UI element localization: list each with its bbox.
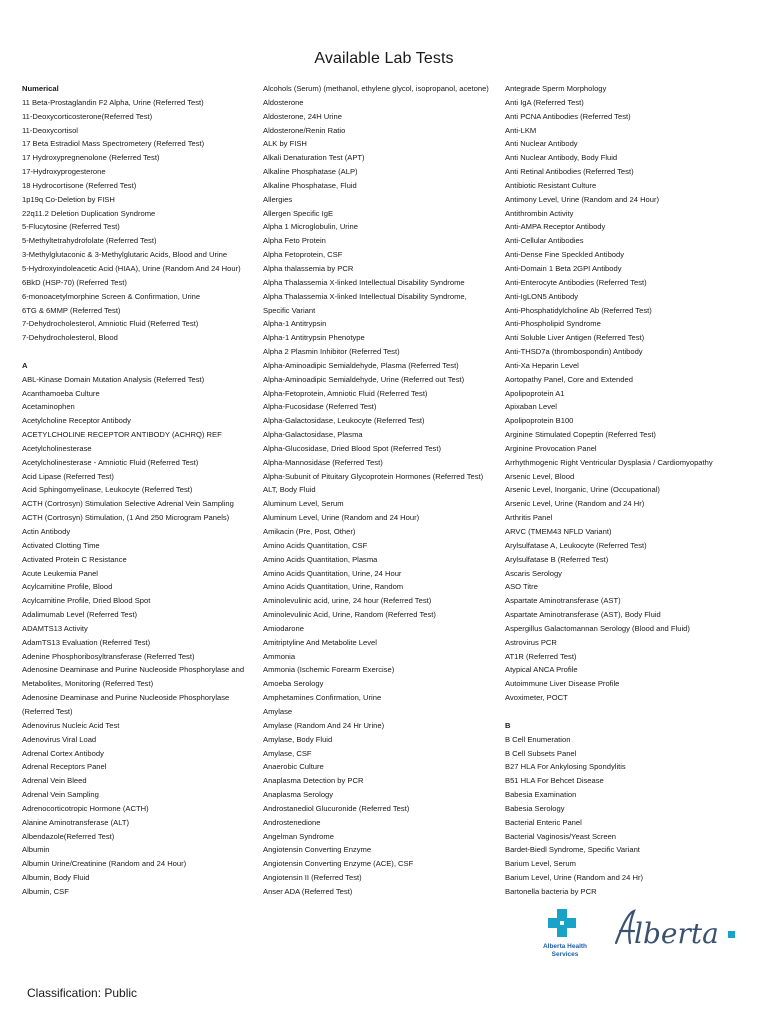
test-list-column-3 xyxy=(505,82,745,899)
test-list-item: Arrhythmogenic Right Ventricular Dysplasia / Cardiomyopathy xyxy=(505,457,713,467)
test-list-item: 7-Dehydrocholesterol, Amniotic Fluid (Referred Test) xyxy=(22,319,199,329)
test-list-item: Amylase, Body Fluid xyxy=(263,734,333,744)
test-list-item: Alpha thalassemia by PCR xyxy=(263,263,354,273)
test-list-item: Albumin Urine/Creatinine (Random and 24 Hour) xyxy=(22,859,187,869)
test-list-column-1 xyxy=(22,82,260,899)
test-list-item: Alpha-1 Antitrypsin xyxy=(263,319,327,329)
test-list-item: Allergies xyxy=(263,194,293,204)
test-list-item: Apolipoprotein B100 xyxy=(505,416,574,426)
test-list-item: 6BkD (HSP-70) (Referred Test) xyxy=(22,277,127,287)
test-list-item: Adrenal Receptors Panel xyxy=(22,762,107,772)
test-list-item: Alpha Feto Protein xyxy=(263,236,326,246)
test-list-item: 7-Dehydrocholesterol, Blood xyxy=(22,333,118,343)
test-list-item: Anti-IgLON5 Antibody xyxy=(505,291,579,301)
test-list-item: Alanine Aminotransferase (ALT) xyxy=(22,817,130,827)
test-list-item: Anti Soluble Liver Antigen (Referred Test) xyxy=(505,333,645,343)
test-list-item: 17 Beta Estradiol Mass Spectrometery (Referred Test) xyxy=(22,139,205,149)
test-list-item: ASO Titre xyxy=(505,582,538,592)
test-list-item: Acetylcholinesterase xyxy=(22,443,92,453)
test-list-item: Alcohols (Serum) (methanol, ethylene glycol, isopropanol, acetone) xyxy=(263,84,489,93)
test-list-item: 5-Hydroxyindoleacetic Acid (HIAA), Urine (Random And 24 Hour) xyxy=(22,263,241,273)
test-list-item: Anti-Enterocyte Antibodies (Referred Test) xyxy=(505,277,647,287)
test-list-item: AT1R (Referred Test) xyxy=(505,651,577,661)
test-list-item: Ammonia (Ischemic Forearm Exercise) xyxy=(263,665,395,675)
test-list-item: B51 HLA For Behcet Disease xyxy=(505,776,604,786)
test-list-item: Anti PCNA Antibodies (Referred Test) xyxy=(505,111,631,121)
test-list-item: Anti-Dense Fine Speckled Antibody xyxy=(505,250,625,260)
section-heading: A xyxy=(22,360,28,370)
footer-logos xyxy=(538,905,748,965)
test-list-item: Adenosine Deaminase and Purine Nucleoside Phosphorylase xyxy=(22,693,230,703)
test-list-item: Alkali Denaturation Test (APT) xyxy=(263,153,365,163)
test-list-item: Angelman Syndrome xyxy=(263,831,334,841)
test-list-item: Amino Acids Quantitation, CSF xyxy=(263,540,368,550)
test-list-item: Alpha Thalassemia X-linked Intellectual Disability Syndrome, xyxy=(263,291,467,301)
test-list-item: Barium Level, Serum xyxy=(505,859,576,869)
test-list-item: Arsenic Level, Blood xyxy=(505,471,575,481)
test-list-item: Anti Nuclear Antibody xyxy=(505,139,578,149)
test-list-item: Aminolevulinic Acid, Urine, Random (Referred Test) xyxy=(263,610,436,620)
test-list-item: Specific Variant xyxy=(263,305,316,315)
test-list-item: Anaplasma Detection by PCR xyxy=(263,776,364,786)
test-list-item: Alpha-Mannosidase (Referred Test) xyxy=(263,457,383,467)
ahs-logo-text: Alberta Health Services xyxy=(542,943,588,958)
test-list-item: ALT, Body Fluid xyxy=(263,485,316,495)
test-list-item: Amylase, CSF xyxy=(263,748,312,758)
test-list-item: Alpha 1 Microglobulin, Urine xyxy=(263,222,358,232)
test-list-item: Albumin, Body Fluid xyxy=(22,873,90,883)
test-list-item: Atypical ANCA Profile xyxy=(505,665,578,675)
test-list-item: 11 Beta-Prostaglandin F2 Alpha, Urine (Referred Test) xyxy=(22,97,204,107)
test-list-item: Activated Protein C Resistance xyxy=(22,554,127,564)
section-heading: B xyxy=(505,720,511,730)
test-list-item: Alpha-Aminoadipic Semialdehyde, Plasma (Referred Test) xyxy=(263,360,459,370)
test-list-item: Amphetamines Confirmation, Urine xyxy=(263,693,382,703)
test-list-item: Acetylcholine Receptor Antibody xyxy=(22,416,131,426)
test-list-item: Arylsulfatase A, Leukocyte (Referred Test) xyxy=(505,540,647,550)
test-list-item: Aluminum Level, Serum xyxy=(263,499,344,509)
test-list-item: Anti-AMPA Receptor Antibody xyxy=(505,222,606,232)
test-list-item: Adenovirus Viral Load xyxy=(22,734,97,744)
test-list-item: AdamTS13 Evaluation (Referred Test) xyxy=(22,637,151,647)
test-list-item: Alpha Thalassemia X-linked Intellectual Disability Syndrome xyxy=(263,277,465,287)
test-list-item: Alpha-Fucosidase (Referred Test) xyxy=(263,402,377,412)
test-list-item: Albendazole(Referred Test) xyxy=(22,831,115,841)
test-list-item: Anti Nuclear Antibody, Body Fluid xyxy=(505,153,618,163)
test-list-item: Aldosterone xyxy=(263,97,304,107)
test-list-item: Anaplasma Serology xyxy=(263,790,334,800)
ahs-cross-icon xyxy=(548,909,576,937)
test-list-item: Antibiotic Resistant Culture xyxy=(505,180,597,190)
test-list-item: Adrenal Vein Sampling xyxy=(22,790,99,800)
test-list-item: Aspartate Aminotransferase (AST) xyxy=(505,596,621,606)
page-title: Available Lab Tests xyxy=(314,50,454,67)
test-list-item: Amylase xyxy=(263,706,293,716)
test-list-item: ABL-Kinase Domain Mutation Analysis (Referred Test) xyxy=(22,374,205,384)
test-list-item: 17 Hydroxypregnenolone (Referred Test) xyxy=(22,153,160,163)
test-list-item: Autoimmune Liver Disease Profile xyxy=(505,679,620,689)
test-list-item: 3-Methylglutaconic & 3-Methylglutaric Acids, Blood and Urine xyxy=(22,250,228,260)
test-list-item: Alkaline Phosphatase, Fluid xyxy=(263,180,357,190)
test-list-item: Anti IgA (Referred Test) xyxy=(505,97,584,107)
test-list-item: Androstenedione xyxy=(263,817,321,827)
test-list-item: Bacterial Enteric Panel xyxy=(505,817,582,827)
test-list-item: Acute Leukemia Panel xyxy=(22,568,98,578)
test-list-item: Adenine Phosphoribosyltransferase (Referred Test) xyxy=(22,651,195,661)
test-list-item: Angiotensin Converting Enzyme (ACE), CSF xyxy=(263,859,414,869)
test-list-item: Arylsulfatase B (Referred Test) xyxy=(505,554,609,564)
test-list-item: 18 Hydrocortisone (Referred Test) xyxy=(22,180,137,190)
test-list-item: Adalimumab Level (Referred Test) xyxy=(22,610,138,620)
test-list-item: Alpha-Aminoadipic Semialdehyde, Urine (Referred out Test) xyxy=(263,374,465,384)
test-list-item: Aldosterone, 24H Urine xyxy=(263,111,342,121)
test-list-item: ACTH (Cortrosyn) Stimulation, (1 And 250 Microgram Panels) xyxy=(22,513,230,523)
test-list-item: Arthritis Panel xyxy=(505,513,553,523)
test-list-item: 6TG & 6MMP (Referred Test) xyxy=(22,305,121,315)
test-list-item: Arsenic Level, Inorganic, Urine (Occupational) xyxy=(505,485,660,495)
test-list-item: Arginine Stimulated Copeptin (Referred Test) xyxy=(505,430,656,440)
test-list-item: Arginine Provocation Panel xyxy=(505,443,597,453)
test-list-item: Activated Clotting Time xyxy=(22,540,100,550)
test-list-item: Aspartate Aminotransferase (AST), Body Fluid xyxy=(505,610,661,620)
test-list-item: Amitriptyline And Metabolite Level xyxy=(263,637,377,647)
spacer xyxy=(505,705,745,719)
test-list-item: Apolipoprotein A1 xyxy=(505,388,565,398)
test-list-item: Anti-Phospholipid Syndrome xyxy=(505,319,601,329)
test-list-item: 11-Deoxycortisol xyxy=(22,125,78,135)
test-list-item: Alkaline Phosphatase (ALP) xyxy=(263,167,358,177)
test-list-item: (Referred Test) xyxy=(22,706,73,716)
test-list-item: Antegrade Sperm Morphology xyxy=(505,84,607,93)
test-list-item: Androstanediol Glucuronide (Referred Test) xyxy=(263,803,410,813)
test-list-item: Babesia Serology xyxy=(505,803,565,813)
test-list-item: Allergen Specific IgE xyxy=(263,208,334,218)
test-list-item: B Cell Subsets Panel xyxy=(505,748,577,758)
test-list-item: Amikacin (Pre, Post, Other) xyxy=(263,527,356,536)
test-list-item: Alpha Fetoprotein, CSF xyxy=(263,250,343,260)
test-list-item: Angiotensin Converting Enzyme xyxy=(263,845,372,855)
svg-text:lberta: lberta xyxy=(634,917,719,950)
test-list-item: Amino Acids Quantitation, Urine, Random xyxy=(263,582,404,592)
test-list-item: Acetaminophen xyxy=(22,402,75,412)
test-list-item: Antimony Level, Urine (Random and 24 Hour) xyxy=(505,194,660,204)
test-list-item: 5-Flucytosine (Referred Test) xyxy=(22,222,120,232)
test-list-item: Acanthamoeba Culture xyxy=(22,388,100,398)
test-list-item: Alpha-1 Antitrypsin Phenotype xyxy=(263,333,365,343)
test-list-item: Anti-Phosphatidylcholine Ab (Referred Test) xyxy=(505,305,652,315)
test-list-item: Actin Antibody xyxy=(22,527,71,536)
classification-label: Classification: Public xyxy=(27,986,138,1000)
test-list-item: Ascaris Serology xyxy=(505,568,562,578)
test-list-item: Albumin, CSF xyxy=(22,886,69,896)
test-list-item: Anti-LKM xyxy=(505,125,537,135)
test-list-item: Anaerobic Culture xyxy=(263,762,324,772)
test-list-item: Anti Retinal Antibodies (Referred Test) xyxy=(505,167,634,177)
test-list-item: Amoeba Serology xyxy=(263,679,324,689)
test-list-item: ARVC (TMEM43 NFLD Variant) xyxy=(505,527,612,536)
section-heading: Numerical xyxy=(22,84,59,93)
test-list-item: Anti-Domain 1 Beta 2GPI Antibody xyxy=(505,263,622,273)
test-list-item: Alpha 2 Plasmin Inhibitor (Referred Test) xyxy=(263,347,400,357)
alberta-wordmark-logo xyxy=(616,911,735,950)
test-list-item: Amylase (Random And 24 Hr Urine) xyxy=(263,720,385,730)
test-list-item: Alpha-Galactosidase, Plasma xyxy=(263,430,363,440)
test-list-item: Antithrombin Activity xyxy=(505,208,574,218)
test-list-item: 5-Methyltetrahydrofolate (Referred Test) xyxy=(22,236,157,246)
test-list-item: ALK by FISH xyxy=(263,139,307,149)
test-list-item: 6-monoacetylmorphine Screen & Confirmation, Urine xyxy=(22,291,201,301)
test-list-item: Acid Lipase (Referred Test) xyxy=(22,471,114,481)
test-list-item: Albumin xyxy=(22,845,50,855)
test-list-item: Acid Sphingomyelinase, Leukocyte (Referred Test) xyxy=(22,485,193,495)
test-list-item: 1p19q Co-Deletion by FISH xyxy=(22,194,115,204)
test-list-item: Anti-Cellular Antibodies xyxy=(505,236,584,246)
test-list-item: B27 HLA For Ankylosing Spondylitis xyxy=(505,762,626,772)
test-list-item: Ammonia xyxy=(263,651,296,661)
test-list-item: 22q11.2 Deletion Duplication Syndrome xyxy=(22,208,156,218)
test-list-item: Adenosine Deaminase and Purine Nucleoside Phosphorylase and xyxy=(22,665,245,675)
test-list-item: Alpha-Subunit of Pituitary Glycoprotein Hormones (Referred Test) xyxy=(263,471,484,481)
test-list-item: Angiotensin II (Referred Test) xyxy=(263,873,362,883)
test-list-item: B Cell Enumeration xyxy=(505,734,571,744)
test-list-item: Alpha-Galactosidase, Leukocyte (Referred Test) xyxy=(263,416,425,426)
test-list-item: ADAMTS13 Activity xyxy=(22,623,88,633)
test-list-item: Aortopathy Panel, Core and Extended xyxy=(505,374,633,384)
test-list-item: Bartonella bacteria by PCR xyxy=(505,886,597,896)
test-list-item: Aldosterone/Renin Ratio xyxy=(263,125,346,135)
test-list-item: Bardet-Biedl Syndrome, Specific Variant xyxy=(505,845,640,855)
test-list-item: Amiodarone xyxy=(263,623,304,633)
test-list-column-2 xyxy=(263,82,503,899)
test-list-item: Acylcarnitine Profile, Dried Blood Spot xyxy=(22,596,151,606)
test-list-item: Astrovirus PCR xyxy=(505,637,557,647)
test-list-item: Babesia Examination xyxy=(505,790,577,800)
test-list-item: Metabolites, Monitoring (Referred Test) xyxy=(22,679,154,689)
test-list-item: Avoximeter, POCT xyxy=(505,693,568,703)
test-list-item: 11-Deoxycorticosterone(Referred Test) xyxy=(22,111,153,121)
test-list-item: Apixaban Level xyxy=(505,402,557,412)
test-list-item: Anti-THSD7a (thrombospondin) Antibody xyxy=(505,347,643,357)
test-list-item: Alpha-Fetoprotein, Amniotic Fluid (Referred Test) xyxy=(263,388,428,398)
test-list-item: Alpha-Glucosidase, Dried Blood Spot (Referred Test) xyxy=(263,443,441,453)
test-list-item: Adrenocorticotropic Hormone (ACTH) xyxy=(22,803,149,813)
test-list-item: Amino Acids Quantitation, Plasma xyxy=(263,554,378,564)
test-list-item: Aluminum Level, Urine (Random and 24 Hour) xyxy=(263,513,420,523)
test-list-item: Barium Level, Urine (Random and 24 Hr) xyxy=(505,873,644,883)
test-list-item: Adenovirus Nucleic Acid Test xyxy=(22,720,120,730)
test-list-item: 17-Hydroxyprogesterone xyxy=(22,167,106,177)
test-list-item: Adrenal Vein Bleed xyxy=(22,776,87,786)
test-list-item: ACTH (Cortrosyn) Stimulation Selective Adrenal Vein Sampling xyxy=(22,499,234,509)
test-list-item: Anser ADA (Referred Test) xyxy=(263,886,353,896)
test-list-item: Aspergillus Galactomannan Serology (Blood and Fluid) xyxy=(505,623,690,633)
test-list-item: Amino Acids Quantitation, Urine, 24 Hour xyxy=(263,568,402,578)
test-list-item: Acylcarnitine Profile, Blood xyxy=(22,582,113,592)
test-list-item: Adrenal Cortex Antibody xyxy=(22,748,104,758)
test-list-item: Arsenic Level, Urine (Random and 24 Hr) xyxy=(505,499,645,509)
test-list-item: Bacterial Vaginosis/Yeast Screen xyxy=(505,831,617,841)
test-list-item: Anti-Xa Heparin Level xyxy=(505,360,579,370)
spacer xyxy=(22,345,260,359)
test-list-item: Acetylcholinesterase - Amniotic Fluid (Referred Test) xyxy=(22,457,199,467)
test-list-item: Aminolevulinic acid, urine, 24 hour (Referred Test) xyxy=(263,596,432,606)
test-list-item: ACETYLCHOLINE RECEPTOR ANTIBODY (ACHRQ) REF xyxy=(22,430,222,440)
